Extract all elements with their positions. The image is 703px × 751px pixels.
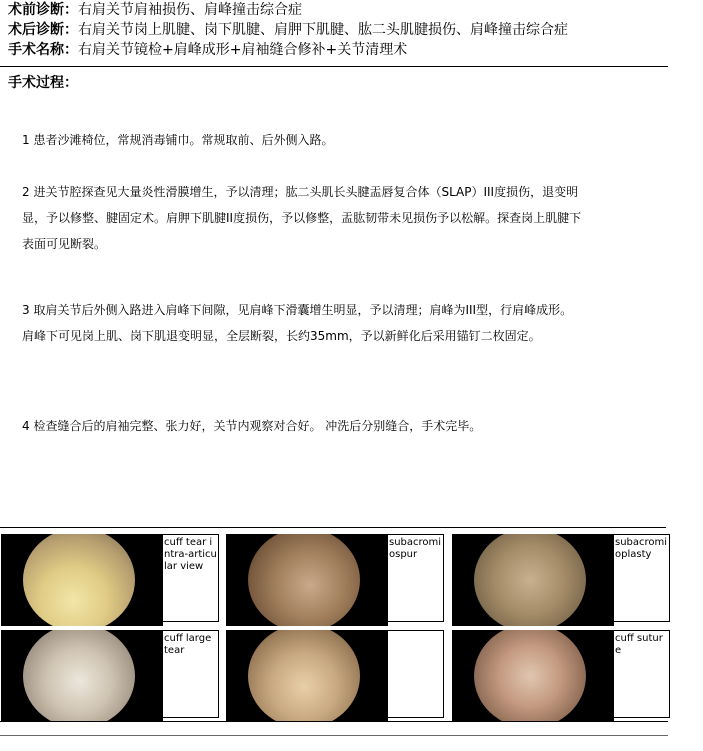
scope-view bbox=[23, 534, 135, 626]
scope-view bbox=[248, 630, 360, 722]
post-op-diagnosis bbox=[8, 21, 568, 39]
image-cell bbox=[226, 534, 446, 626]
pre-op-diagnosis-label: 术前诊断： bbox=[8, 2, 78, 18]
footer-divider bbox=[0, 735, 668, 736]
image-cell bbox=[452, 534, 672, 626]
scope-view bbox=[474, 534, 586, 626]
procedure-step-1: 1 患者沙滩椅位，常规消毒铺巾。常规取前、后外侧入路。 bbox=[22, 133, 334, 147]
post-op-diagnosis-value: 右肩关节岗上肌腱、岗下肌腱、肩胛下肌腱、肱二头肌腱损伤、肩峰撞击综合症 bbox=[78, 22, 568, 38]
images-bottom-divider bbox=[0, 721, 668, 722]
image-row-1 bbox=[0, 534, 703, 630]
image-cell bbox=[226, 630, 446, 722]
scope-view bbox=[474, 630, 586, 722]
surgery-name-label: 手术名称： bbox=[8, 42, 78, 58]
scope-view bbox=[248, 534, 360, 626]
pre-op-diagnosis bbox=[8, 1, 302, 19]
image-cell bbox=[1, 534, 221, 626]
post-op-diagnosis-label: 术后诊断： bbox=[8, 22, 78, 38]
image-cell bbox=[452, 630, 672, 722]
procedure-step-4: 4 检查缝合后的肩袖完整、张力好，关节内观察对合好。 冲洗后分别缝合，手术完毕。 bbox=[22, 419, 482, 433]
images-top-divider bbox=[0, 527, 666, 528]
image-caption: cuff suture bbox=[613, 630, 670, 718]
arthroscopy-image bbox=[226, 534, 388, 626]
surgery-name bbox=[8, 41, 407, 59]
pre-op-diagnosis-value: 右肩关节肩袖损伤、肩峰撞击综合症 bbox=[78, 2, 302, 18]
image-caption: cuff large tear bbox=[162, 630, 219, 718]
image-row-2 bbox=[0, 630, 703, 726]
procedure-step-2: 2 进关节腔探查见大量炎性滑膜增生，予以清理；肱二头肌长头腱盂唇复合体（SLAP）III度损伤，退变明显，予以修整、腱固定术。肩胛下肌腱II度损伤，予以修整，盂肱韧带未见损伤予以松解。探查岗上肌腱下表面可见断裂。 bbox=[22, 185, 582, 251]
arthroscopy-image bbox=[1, 630, 163, 722]
image-cell bbox=[1, 630, 221, 722]
arthroscopy-image bbox=[452, 630, 614, 722]
arthroscopy-image bbox=[1, 534, 163, 626]
procedure-step-3: 3 取肩关节后外侧入路进入肩峰下间隙，见肩峰下滑囊增生明显，予以清理；肩峰为III型，行肩峰成形。肩峰下可见岗上肌、岗下肌退变明显，全层断裂，长约35mm，予以新鲜化后采用锚钉二枚固定。 bbox=[22, 303, 573, 343]
image-caption: subacromiospur bbox=[387, 534, 444, 622]
procedure-title: 手术过程： bbox=[8, 75, 78, 91]
surgery-name-value: 右肩关节镜检+肩峰成形+肩袖缝合修补+关节清理术 bbox=[78, 42, 408, 58]
scope-view bbox=[23, 630, 135, 722]
arthroscopy-image bbox=[452, 534, 614, 626]
image-caption bbox=[387, 630, 444, 718]
image-caption: cuff tear intra-articular view bbox=[162, 534, 219, 622]
header-divider bbox=[0, 66, 668, 67]
image-caption: subacromioplasty bbox=[613, 534, 670, 622]
arthroscopy-image bbox=[226, 630, 388, 722]
